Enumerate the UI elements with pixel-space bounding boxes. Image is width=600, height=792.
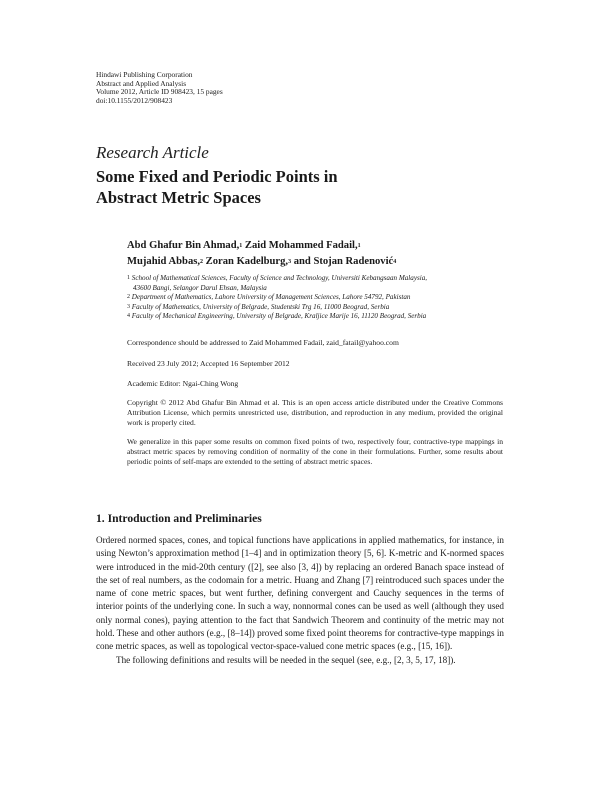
author-name: and Stojan Radenović	[291, 256, 394, 267]
affiliation-2: $^2$ Department of Mathematics, Lahore University of Management Sciences, Lahore 54792, Pakistan	[127, 293, 411, 301]
author-list	[127, 238, 396, 270]
author-name: Zaid Mohammed Fadail,	[242, 240, 358, 251]
author-name: Zoran Kadelburg,	[203, 256, 289, 267]
affiliation-1: $^1$ School of Mathematical Sciences, Faculty of Science and Technology, Universiti Kebangsaan Malaysia,	[127, 274, 428, 282]
received-accepted-dates: Received 23 July 2012; Accepted 16 September 2012	[127, 359, 290, 368]
author-affil-sup: 3	[288, 259, 292, 265]
affiliation-1-cont: 43600 Bangi, Selangor Darul Ehsan, Malaysia	[133, 283, 267, 292]
section-body	[96, 534, 504, 667]
title-line-1: Some Fixed and Periodic Points in	[96, 167, 338, 186]
author-affil-sup: 1	[239, 243, 243, 249]
affiliation-4: $^4$ Faculty of Mechanical Engineering, University of Belgrade, Kraljice Marije 16, 11120 Beograd, Serbia	[127, 312, 427, 320]
paper-title	[96, 166, 338, 208]
correspondence: Correspondence should be addressed to Zaid Mohammed Fadail, zaid_fatail@yahoo.com	[127, 338, 399, 347]
paragraph: The following definitions and results will be needed in the sequel (see, e.g., [2, 3, 5, 17, 18]).	[116, 654, 456, 665]
journal-name: Abstract and Applied Analysis	[96, 78, 187, 88]
author-name: Mujahid Abbas,	[127, 256, 201, 267]
volume-info: Volume 2012, Article ID 908423, 15 pages	[96, 87, 223, 97]
title-line-2: Abstract Metric Spaces	[96, 188, 261, 207]
publisher: Hindawi Publishing Corporation	[96, 70, 193, 79]
author-name: Abd Ghafur Bin Ahmad,	[127, 240, 240, 251]
article-type: Research Article	[96, 143, 209, 162]
abstract: We generalize in this paper some results on common fixed points of two, respectively four, contractive-type mappings in abstract metric spaces by removing condition of normality of the cone in their formulations. Further, some results about periodic points of self-maps are extended to the setting of abstract metric spaces.	[127, 437, 503, 466]
affiliation-3: $^3$ Faculty of Mathematics, University of Belgrade, Studentski Trg 16, 11000 Beograd, Serbia	[127, 302, 390, 311]
author-affil-sup: 2	[200, 259, 204, 265]
section-heading: 1. Introduction and Preliminaries	[96, 512, 262, 525]
academic-editor: Academic Editor: Ngai-Ching Wong	[127, 379, 239, 388]
author-affil-sup: 4	[393, 259, 397, 265]
copyright-notice: Copyright © 2012 Abd Ghafur Bin Ahmad et al. This is an open access article distributed under the Creative Commons Attribution License, which permits unrestricted use, distribution, and reproduction in any medium, provided the original work is properly cited.	[127, 398, 503, 427]
paragraph: Ordered normed spaces, cones, and topical functions have applications in applied mathematics, for instance, in using Newton’s approximation method [1–4] and in optimization theory [5, 6]. K-metric and K-normed spaces were introduced in the mid-20th century ([2], see also [3, 4]) by replacing an ordered Banach space instead of the set of real numbers, as the codomain for a metric. Huang and Zhang [7] reintroduced such spaces under the name of cone metric spaces, but went further, defining convergent and Cauchy sequences in the terms of interior points of the underlying cone. In such a way, nonnormal cones can be used as well (although they used only normal cones), paying attention to the fact that Sandwich Theorem and continuity of the metric may not hold. These and other authors (e.g., [8–14]) proved some fixed point theorems for contractive-type mappings in cone metric spaces, as well as topological vector-space-valued cone metric spaces (e.g., [15, 16]).	[96, 535, 504, 652]
affiliations	[127, 274, 507, 322]
publication-info	[96, 71, 223, 105]
doi: doi:10.1155/2012/908423	[96, 95, 173, 105]
author-affil-sup: 1	[357, 243, 361, 249]
